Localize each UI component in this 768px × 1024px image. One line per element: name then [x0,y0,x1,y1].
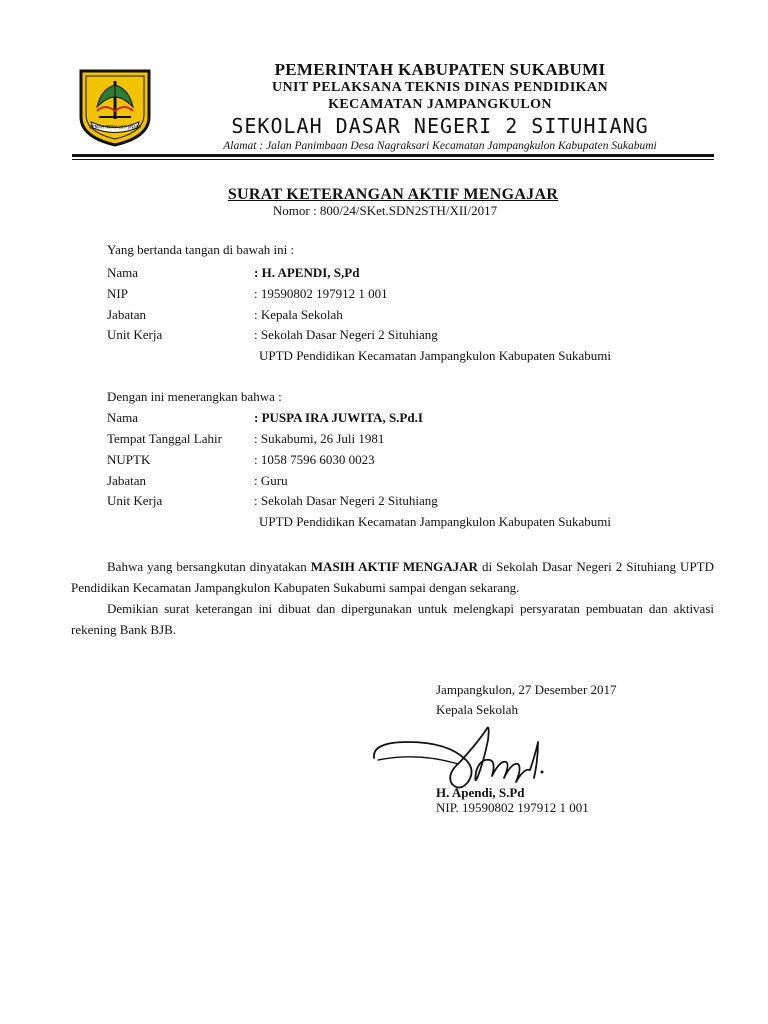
signer-position-value: : Kepala Sekolah [254,307,343,322]
signer-position: Kepala Sekolah [436,702,518,717]
subject-name-label: Nama [107,410,139,425]
subject-nuptk-label: NUPTK [107,452,151,467]
signer-name-value: : H. APENDI, S,Pd [254,265,360,280]
letterhead-rule-thin [72,159,714,160]
subject-birth-label: Tempat Tanggal Lahir [107,431,222,446]
letterhead-government: PEMERINTAH KABUPATEN SUKABUMI [274,60,606,79]
letterhead-address: Alamat : Jalan Panimbaan Desa Nagraksari Kecamatan Jampangkulon Kabupaten Sukabumi [223,140,657,152]
place-date: Jampangkulon, 27 Desember 2017 [436,682,617,697]
statement-paragraph [71,556,714,598]
subject-intro: Dengan ini menerangkan bahwa : [107,389,282,404]
subject-unit-value: : Sekolah Dasar Negeri 2 Situhiang [254,493,438,508]
signer-unit-continuation: UPTD Pendidikan Kecamatan Jampangkulon Kabupaten Sukabumi [259,348,612,363]
signer-signature-name: H. Apendi, S.Pd [436,785,525,800]
letter-number: Nomor : 800/24/SKet.SDN2STH/XII/2017 [272,203,498,218]
statement-text-after: di Sekolah Dasar Negeri 2 Situhiang UPTD Pendidikan Kecamatan Jampangkulon Kabupaten Sukabumi sampai dengan sekarang. [71,559,715,595]
subject-unit-continuation: UPTD Pendidikan Kecamatan Jampangkulon Kabupaten Sukabumi [259,514,612,529]
signer-nip-label: NIP [107,286,128,301]
statement-text-bold: MASIH AKTIF MENGAJAR [310,559,478,574]
letterhead-district: KECAMATAN JAMPANGKULON [328,97,552,112]
kabupaten-sukabumi-logo [77,67,153,147]
signer-signature-nip: NIP. 19590802 197912 1 001 [436,800,589,815]
signer-position-label: Jabatan [107,307,146,322]
letterhead-unit: UNIT PELAKSANA TEKNIS DINAS PENDIDIKAN [272,80,608,95]
letterhead-school-name: SEKOLAH DASAR NEGERI 2 SITUHIANG [231,114,649,138]
closing-paragraph [71,598,714,640]
subject-birth-value: : Sukabumi, 26 Juli 1981 [254,431,385,446]
statement-text-before: Bahwa yang bersangkutan dinyatakan [107,559,311,574]
subject-nuptk-value: : 1058 7596 6030 0023 [254,452,375,467]
closing-paragraph-text: Demikian surat keterangan ini dibuat dan dipergunakan untuk melengkapi persyaratan pembuatan dan aktivasi rekening Bank BJB. [71,601,714,637]
letterhead-rule-thick [72,154,714,157]
signer-name-label: Nama [107,265,139,280]
signer-intro: Yang bertanda tangan di bawah ini : [107,242,295,257]
letter-title: SURAT KETERANGAN AKTIF MENGAJAR [227,186,559,203]
signer-unit-value: : Sekolah Dasar Negeri 2 Situhiang [254,327,438,342]
subject-name-value: : PUSPA IRA JUWITA, S.Pd.I [254,410,423,425]
logo-motto: GEMAH RIPAH LOH JINAWI [89,124,141,130]
subject-position-value: : Guru [254,473,288,488]
subject-position-label: Jabatan [107,473,146,488]
signer-nip-value: : 19590802 197912 1 001 [254,286,388,301]
subject-unit-label: Unit Kerja [107,493,163,508]
signer-unit-label: Unit Kerja [107,327,163,342]
